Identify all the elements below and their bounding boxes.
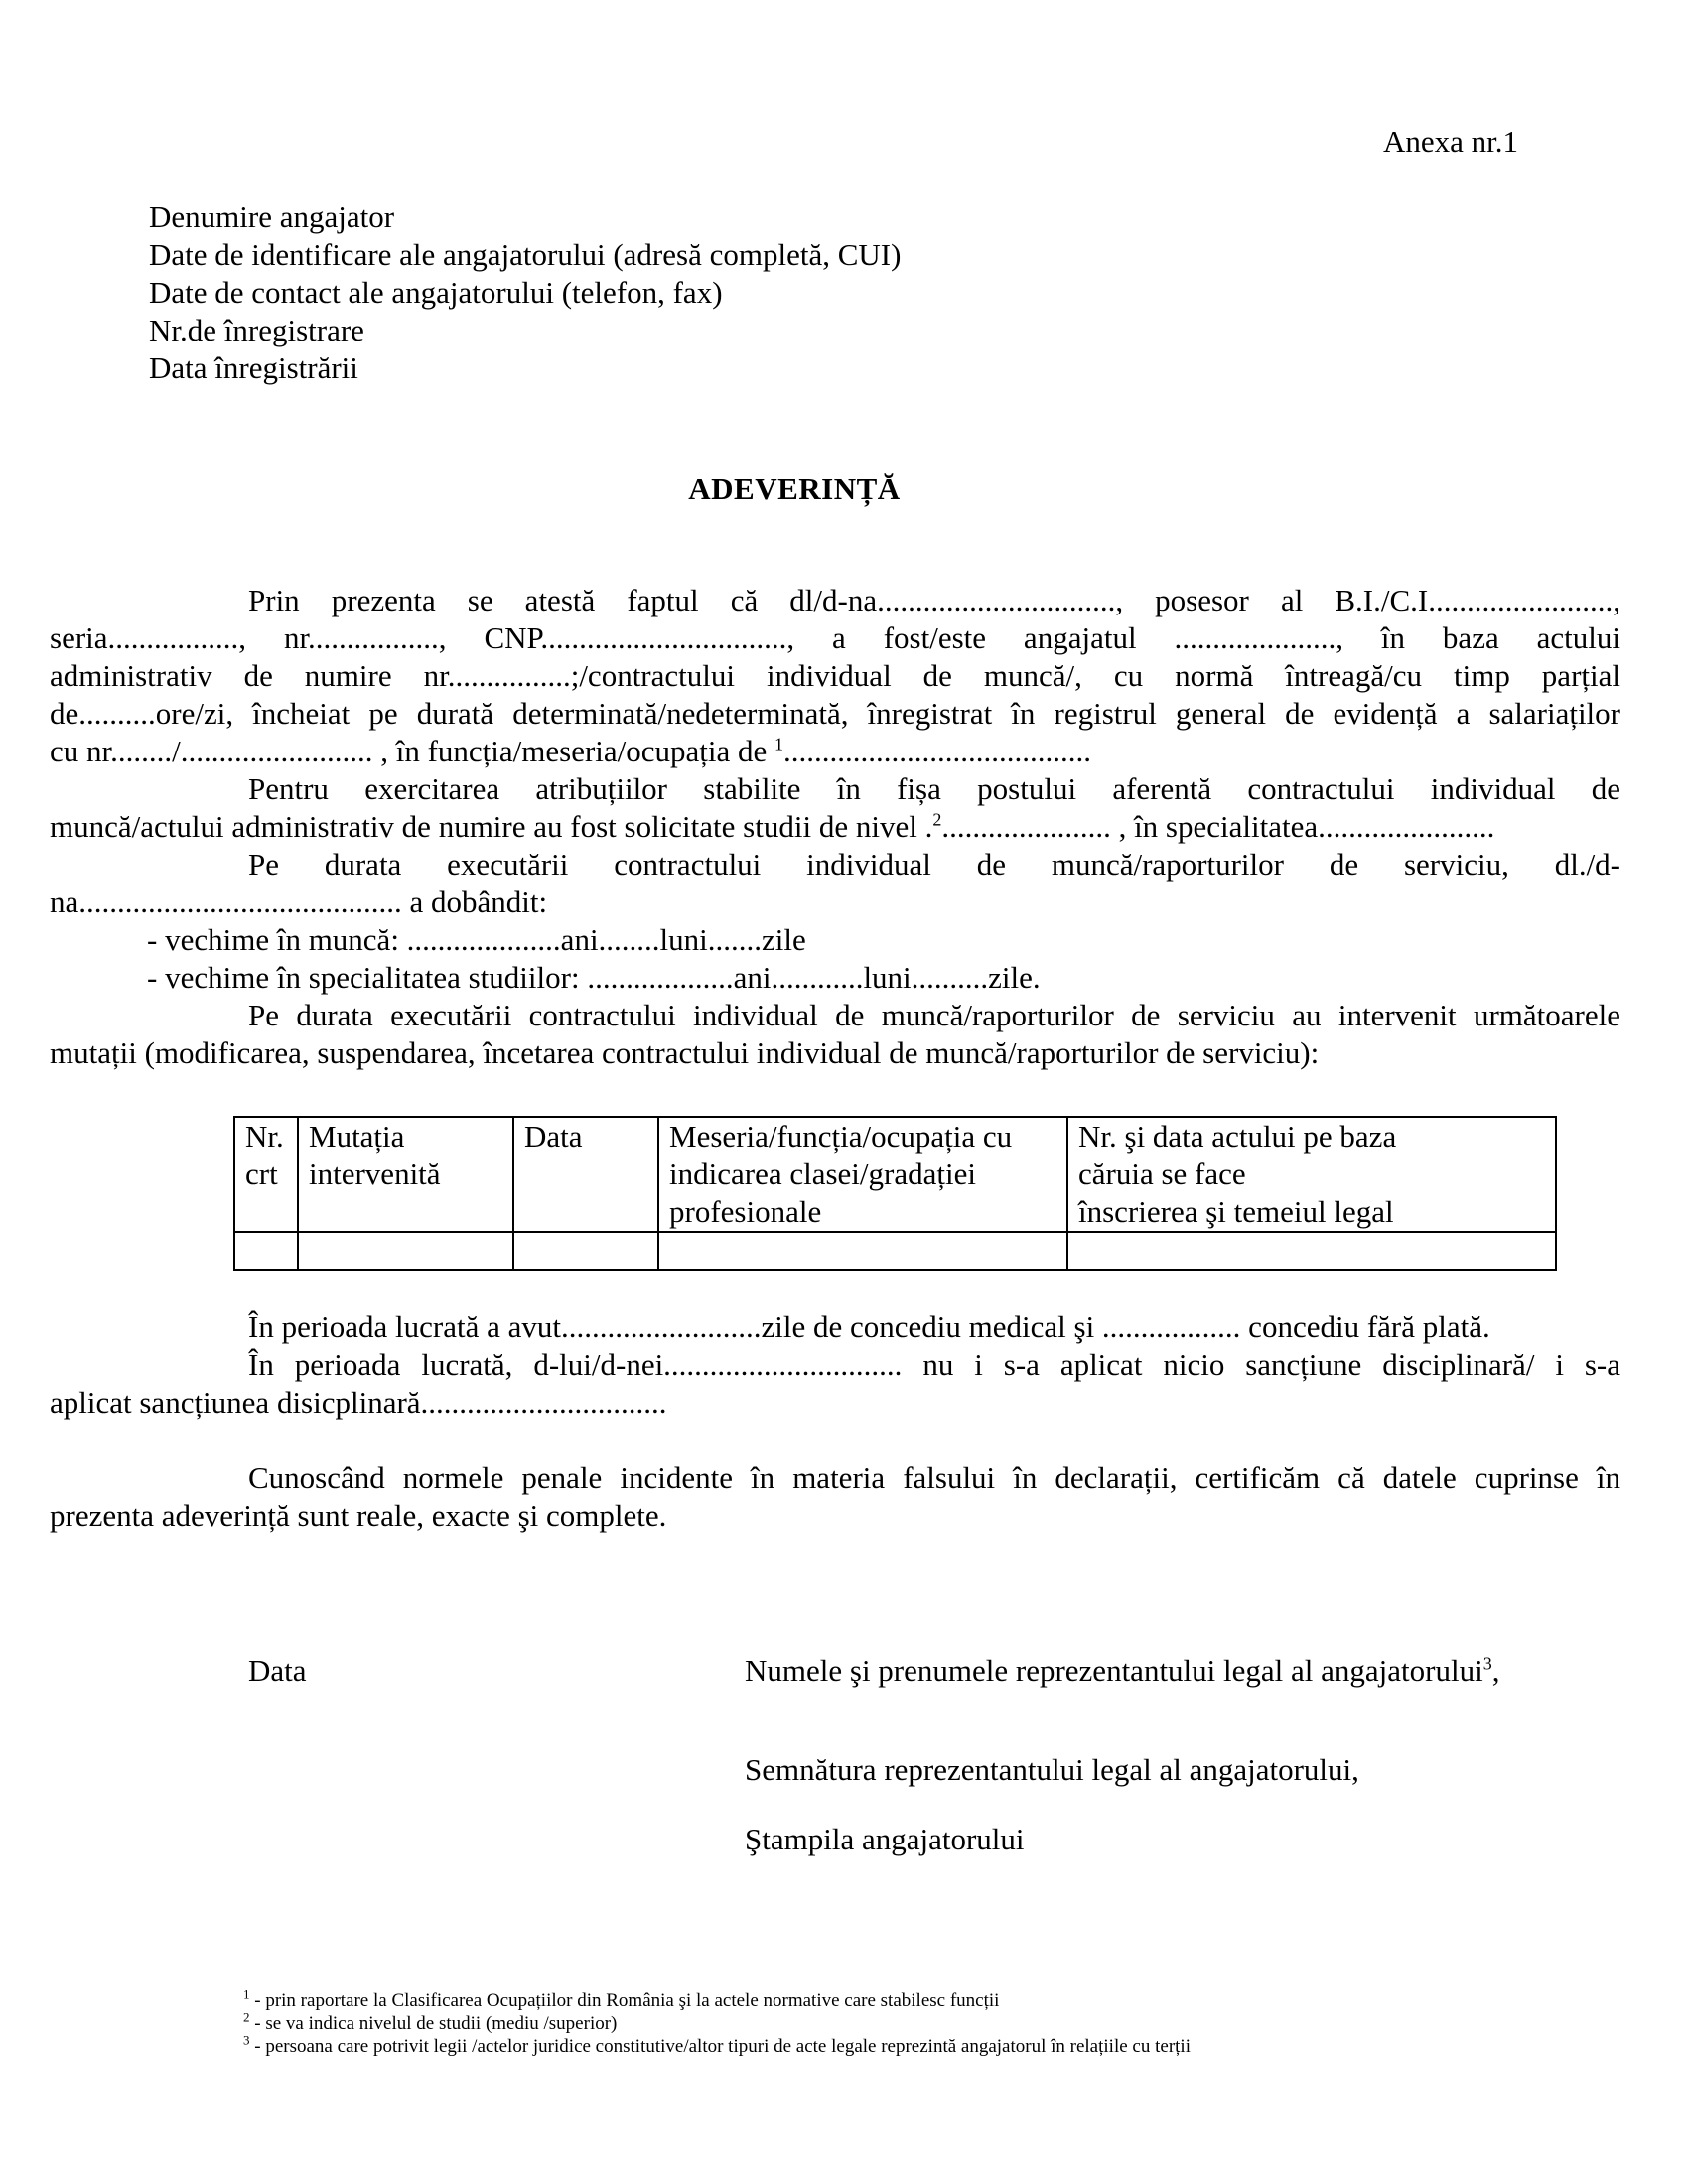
seniority-specialty: - vechime în specialitatea studiilor: ...................ani............luni..........zile. [147,960,1041,995]
footnote-text: - persoana care potrivit legii /actelor juridice constitutive/altor tipuri de acte legale reprezintă angajatorul în relațiile cu terții [249,2036,1191,2057]
paragraph-line: Cunoscând normele penale incidente în materia falsului în declarații, certificăm că datele cuprinse în [248,1460,1620,1495]
paragraph-line: na.......................................... a dobândit: [50,885,548,919]
employer-identification: Date de identificare ale angajatorului (adresă completă, CUI) [149,237,902,272]
paragraph-text: muncă/actului administrativ de numire au fost solicitate studii de nivel . [50,809,933,844]
employer-name: Denumire angajator [149,200,395,234]
footnotes [243,1986,1191,2058]
representative-name-label: Numele şi prenumele reprezentantului legal al angajatorului [745,1653,1483,1688]
paragraph-line: Pe durata executării contractului individual de muncă/raporturilor de serviciu, dl./d- [248,847,1620,882]
certificate-body [50,582,1620,1072]
document-title: ADEVERINȚĂ [688,472,901,506]
footnote-text: - prin raportare la Clasificarea Ocupațiilor din România şi la actele normative care stabilesc funcții [249,1990,1000,2011]
paragraph-line [50,733,1620,770]
table-row [234,1232,1556,1270]
table-cell[interactable] [234,1232,298,1270]
signature-date-label: Data [248,1653,307,1688]
paragraph-line: Prin prezenta se atestă faptul că dl/d-na..............................., posesor al B.I./C.I........................, [248,583,1620,617]
paragraph-line: aplicat sancțiunea disicplinară................................ [50,1385,667,1420]
paragraph-text: cu nr......../......................... , în funcția/meseria/ocupația de [50,734,768,768]
header-occupation: Meseria/funcția/ocupația cu indicarea clasei/gradației profesionale [658,1117,1067,1232]
annex-label: Anexa nr.1 [1383,124,1519,159]
certification-block [50,1459,1620,1535]
footnote-ref: 2 [932,809,942,830]
paragraph-line: mutații (modificarea, suspendarea, încetarea contractului individual de muncă/raporturilor de serviciu): [50,1035,1320,1070]
paragraph-line [50,808,1620,846]
header-mutation: Mutația intervenită [298,1117,513,1232]
leave-sanctions-block [50,1308,1620,1422]
employer-contact: Date de contact ale angajatorului (telefon, fax) [149,275,723,310]
representative-signature-label: Semnătura reprezentantului legal al angajatorului, [745,1752,1359,1787]
mutations-table [233,1116,1557,1271]
registration-date: Data înregistrării [149,350,358,385]
table-header-row [234,1117,1556,1232]
employer-block [149,199,901,387]
footnote-ref: 1 [774,734,784,754]
paragraph-text: ........................................ [783,734,1092,768]
footnote-number: 1 [243,1986,250,2002]
paragraph-line: administrativ de numire nr................;/contractului individual de muncă/, cu normă întreagă/cu timp parțial [50,658,1620,693]
header-nr: Nr. crt [234,1117,298,1232]
footnote [243,2009,1191,2035]
stamp-label: Ştampila angajatorului [745,1822,1025,1856]
header-date: Data [513,1117,658,1232]
paragraph-line: seria................., nr................., CNP................................, a fost/este angajatul ....................., în baza actului [50,620,1620,655]
table-cell[interactable] [298,1232,513,1270]
header-legal-act: Nr. şi data actului pe baza căruia se face înscrierea şi temeiul legal [1067,1117,1556,1232]
paragraph-line: În perioada lucrată, d-lui/d-nei............................... nu i s-a aplicat nicio sancțiune disciplinară/ i s-a [248,1347,1620,1382]
signature-block [745,1652,1499,1858]
paragraph-line: Pe durata executării contractului individual de muncă/raporturilor de serviciu au intervenit următoarele [248,998,1620,1032]
footnote-number: 2 [243,2009,250,2025]
footnote-text: - se va indica nivelul de studii (mediu /superior) [249,2013,618,2034]
footnote [243,1986,1191,2012]
representative-name-line: Numele şi prenumele reprezentantului legal al angajatorului$^3$, [745,1653,1500,1688]
registration-number: Nr.de înregistrare [149,313,364,347]
seniority-work: - vechime în muncă: ....................ani........luni.......zile [147,922,806,957]
table-cell[interactable] [1067,1232,1556,1270]
paragraph-line: În perioada lucrată a avut..........................zile de concediu medical şi .................. concediu fără plată. [248,1309,1490,1344]
table-cell[interactable] [513,1232,658,1270]
footnote [243,2032,1191,2058]
paragraph-line: prezenta adeverință sunt reale, exacte şi complete. [50,1498,667,1533]
footnote-number: 3 [243,2032,250,2048]
footnote-ref: 3 [1482,1653,1492,1674]
table-cell[interactable] [658,1232,1067,1270]
paragraph-text: ...................... , în specialitatea....................... [941,809,1495,844]
paragraph-line: de..........ore/zi, încheiat pe durată determinată/nedeterminată, înregistrat în registrul general de evidență a salariaților [50,696,1620,731]
paragraph-line: Pentru exercitarea atribuțiilor stabilite în fișa postului aferentă contractului individual de [248,771,1620,806]
